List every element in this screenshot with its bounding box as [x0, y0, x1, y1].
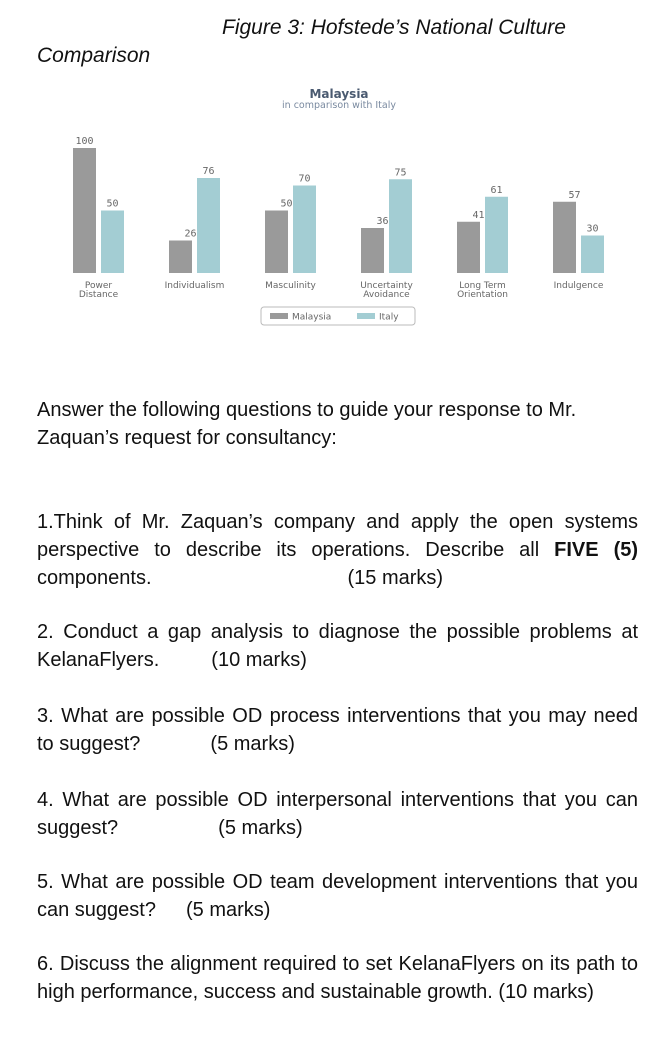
question-5 [37, 868, 638, 924]
question-3-marks: (5 marks) [210, 733, 295, 755]
question-5-text: 5. What are possible OD team development interventions that you can suggest? [37, 871, 638, 921]
data-label-italy-5: 61 [490, 184, 503, 196]
question-1-marks: (15 marks) [347, 567, 444, 589]
bar-malaysia-1 [73, 148, 96, 273]
bar-italy-5 [485, 197, 508, 273]
question-2 [37, 618, 638, 674]
chart-subtitle: in comparison with Italy [282, 100, 396, 111]
bar-malaysia-2 [169, 241, 192, 274]
data-label-italy-1: 50 [106, 198, 119, 210]
bar-italy-1 [101, 211, 124, 274]
figure-caption-line1: Figure 3: Hofstede’s National Culture [222, 16, 566, 39]
bar-malaysia-3 [265, 211, 288, 274]
bar-malaysia-5 [457, 222, 480, 273]
question-6-text: 6. Discuss the alignment required to set KelanaFlyers on its path to high performance, success and sustainable growth. [37, 953, 638, 1003]
category-label-1-line-2: Distance [78, 290, 119, 300]
category-label-1-line-1: Power [84, 281, 113, 291]
category-label-4-line-2: Avoidance [363, 290, 410, 300]
data-label-malaysia-4: 36 [376, 216, 389, 227]
intro-paragraph: Answer the following questions to guide your response to Mr. Zaquan’s request for consultancy: [37, 399, 577, 449]
data-label-malaysia-2: 26 [184, 228, 197, 240]
question-1-text: 1.Think of Mr. Zaquan’s company and apply the open systems perspective to describe its operations. Describe all [37, 511, 638, 561]
question-1 [37, 508, 638, 592]
bar-italy-6 [581, 236, 604, 274]
question-5-marks: (5 marks) [185, 899, 271, 921]
question-3 [37, 702, 638, 758]
hofstede-bar-chart [0, 80, 662, 330]
question-4 [37, 786, 638, 842]
data-label-italy-6: 30 [586, 223, 599, 235]
data-label-malaysia-5: 41 [472, 209, 485, 221]
question-4-marks: (5 marks) [218, 817, 303, 839]
question-6-marks: (10 marks) [498, 981, 594, 1003]
category-label-5-line-1: Long Term [459, 281, 506, 291]
category-label-2-line-1: Individualism [164, 281, 225, 291]
data-label-malaysia-6: 57 [568, 189, 581, 201]
category-label-4-line-1: Uncertainty [360, 281, 413, 291]
figure-caption-line2: Comparison [37, 44, 151, 67]
question-3-text: 3. What are possible OD process interventions that you may need to suggest? [37, 705, 638, 755]
bar-italy-4 [389, 179, 412, 273]
category-label-6-line-1: Indulgence [553, 281, 604, 291]
question-1-text-after: components. [37, 567, 152, 589]
category-label-3-line-1: Masculinity [265, 281, 316, 291]
legend-swatch-malaysia [270, 313, 288, 319]
data-label-malaysia-3: 50 [280, 198, 293, 210]
chart-title: Malaysia [309, 87, 369, 101]
legend-label-malaysia: Malaysia [292, 312, 332, 323]
category-label-5-line-2: Orientation [457, 290, 508, 300]
bar-italy-2 [197, 178, 220, 273]
data-label-italy-2: 76 [202, 166, 215, 177]
question-1-emphasis: FIVE (5) [554, 539, 639, 561]
question-4-text: 4. What are possible OD interpersonal interventions that you can suggest? [37, 789, 638, 839]
question-2-marks: (10 marks) [211, 649, 307, 671]
legend-swatch-italy [357, 313, 375, 319]
data-label-italy-3: 70 [298, 173, 311, 185]
data-label-malaysia-1: 100 [75, 136, 94, 147]
bar-malaysia-4 [361, 228, 384, 273]
bar-malaysia-6 [553, 202, 576, 273]
question-2-text: 2. Conduct a gap analysis to diagnose the possible problems at KelanaFlyers. [37, 621, 638, 671]
question-6 [37, 950, 638, 1006]
bar-italy-3 [293, 186, 316, 274]
legend-label-italy: Italy [379, 312, 399, 323]
data-label-italy-4: 75 [394, 167, 407, 179]
